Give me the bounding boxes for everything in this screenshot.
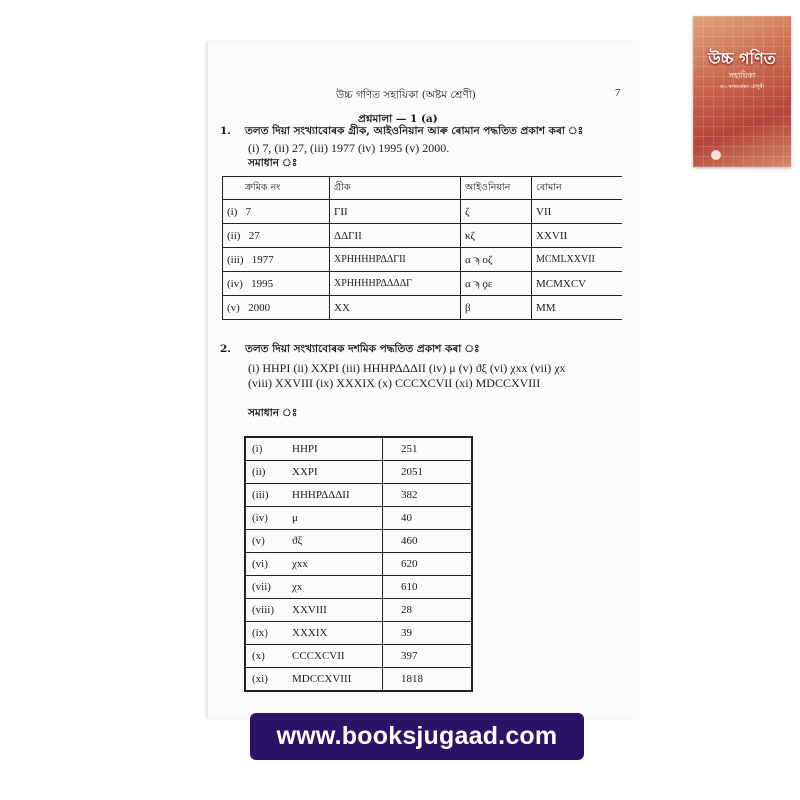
serial-cell	[223, 296, 330, 320]
cover-title: উচ্চ গণিত	[708, 49, 776, 68]
question-2-solution-label: সমাধান ঃ	[248, 407, 298, 419]
numeral-cell	[245, 553, 383, 576]
greek-ionian-roman-table	[222, 176, 622, 320]
table-row	[245, 599, 472, 622]
header-serial: ক্ৰমিক নং	[223, 177, 330, 200]
row-index: (ii)	[252, 466, 266, 478]
table-row	[245, 553, 472, 576]
decimal-cell: 251	[383, 437, 473, 461]
table-row	[245, 484, 472, 507]
numeral-value: HHHΡΔΔΔΙΙ	[292, 489, 350, 501]
book-running-title: উচ্চ গণিত সহায়িকা (অষ্টম শ্ৰেণী)	[336, 89, 476, 101]
numeral-value: HHΡΙ	[292, 443, 318, 455]
cover-subtitle: সহায়িকা	[728, 71, 756, 80]
cover-author: ড০ ৰাজমোহন চৌধুৰী	[720, 84, 764, 90]
serial-cell	[223, 224, 330, 248]
table-row	[223, 296, 623, 320]
table-row	[245, 645, 472, 668]
row-index: (iv)	[227, 277, 243, 290]
ionian-cell: κζ	[461, 224, 532, 248]
table-header-row	[223, 177, 623, 200]
row-index: (x)	[252, 650, 265, 662]
numeral-cell	[245, 484, 383, 507]
header-ionian: আইওনিয়ান	[461, 177, 532, 200]
greek-cell: ΔΔΓΙΙ	[330, 224, 461, 248]
row-number: 27	[248, 229, 260, 242]
ionian-cell: α ϡ ϙε	[461, 272, 532, 296]
table-row	[245, 461, 472, 484]
website-banner[interactable]: www.booksjugaad.com	[250, 713, 584, 760]
decimal-cell: 620	[383, 553, 473, 576]
numeral-value: μ	[292, 512, 298, 524]
header-roman: ৰোমান	[532, 177, 623, 200]
row-index: (v)	[252, 535, 265, 547]
question-1-solution-label: সমাধান ঃ	[248, 157, 298, 169]
ionian-cell: ζ	[461, 200, 532, 224]
question-1-number: 1.	[220, 125, 231, 137]
row-index: (vii)	[252, 581, 271, 593]
greek-cell: XX	[330, 296, 461, 320]
numeral-value: χx	[292, 581, 303, 593]
row-index: (iii)	[252, 489, 269, 501]
question-1-text: তলত দিয়া সংখ্যাবোৰক গ্ৰীক, আইওনিয়ান আৰু ৰোমান পদ্ধতিত প্ৰকাশ কৰা ঃ	[244, 125, 584, 137]
numeral-cell	[245, 530, 383, 553]
numeral-cell	[245, 507, 383, 530]
row-index: (viii)	[252, 604, 274, 616]
question-2	[220, 342, 480, 359]
publisher-logo-icon	[711, 150, 721, 160]
table-row	[245, 507, 472, 530]
question-2-items-line-1: (i) HHΡΙ (ii) XXΡΙ (iii) HHHΡΔΔΔΙΙ (iv) μ (v) ϑξ (vi) χxx (vii) χx	[248, 361, 566, 375]
exercise-title: প্ৰশ্নমালা — 1 (a)	[358, 113, 438, 125]
table-row	[245, 530, 472, 553]
decimal-cell: 2051	[383, 461, 473, 484]
numeral-value: XXΡΙ	[292, 466, 318, 478]
numeral-value: ϑξ	[292, 535, 303, 547]
numeral-cell	[245, 599, 383, 622]
question-2-number: 2.	[220, 343, 231, 355]
row-number: 7	[245, 205, 252, 218]
numeral-cell	[245, 622, 383, 645]
row-index: (iv)	[252, 512, 268, 524]
decimal-cell: 460	[383, 530, 473, 553]
table-row	[223, 248, 623, 272]
numeral-value: XXXIX	[292, 627, 328, 639]
question-1	[220, 124, 583, 141]
row-index: (i)	[227, 205, 238, 218]
page-number: 7	[615, 88, 621, 99]
decimal-conversion-table	[244, 436, 473, 692]
row-index: (iii)	[227, 253, 244, 266]
serial-cell	[223, 272, 330, 296]
ionian-cell: β	[461, 296, 532, 320]
row-number: 1977	[251, 253, 274, 266]
decimal-cell: 40	[383, 507, 473, 530]
numeral-cell	[245, 437, 383, 461]
decimal-cell: 610	[383, 576, 473, 599]
numeral-cell	[245, 668, 383, 692]
row-index: (xi)	[252, 673, 268, 685]
decimal-cell: 382	[383, 484, 473, 507]
roman-cell: XXVII	[532, 224, 623, 248]
table-row	[245, 668, 472, 692]
numeral-value: MDCCXVIII	[292, 673, 352, 685]
numeral-value: XXVIII	[292, 604, 327, 616]
roman-cell: VII	[532, 200, 623, 224]
greek-cell: ΓΙΙ	[330, 200, 461, 224]
question-2-text: তলত দিয়া সংখ্যাবোৰক দশমিক পদ্ধতিত প্ৰকাশ কৰা ঃ	[244, 343, 480, 355]
roman-cell: MM	[532, 296, 623, 320]
numeral-value: CCCXCVII	[292, 650, 345, 662]
header-greek: গ্ৰীক	[330, 177, 461, 200]
question-2-items-line-2: (viii) XXVIII (ix) XXXIX (x) CCCXCVII (xi) MDCCXVIII	[248, 376, 541, 390]
question-1-items: (i) 7, (ii) 27, (iii) 1977 (iv) 1995 (v) 2000.	[248, 141, 450, 155]
decimal-cell: 1818	[383, 668, 473, 692]
roman-cell: MCMXCV	[532, 272, 623, 296]
row-index: (ii)	[227, 229, 241, 242]
numeral-cell	[245, 645, 383, 668]
table-row	[223, 200, 623, 224]
row-index: (ix)	[252, 627, 268, 639]
decimal-cell: 39	[383, 622, 473, 645]
table-row	[245, 437, 472, 461]
roman-cell: MCMLXXVII	[532, 248, 623, 272]
table-row	[223, 224, 623, 248]
table-row	[245, 576, 472, 599]
ionian-cell: α ϡ οζ	[461, 248, 532, 272]
numeral-cell	[245, 576, 383, 599]
table-row	[223, 272, 623, 296]
row-index: (vi)	[252, 558, 268, 570]
book-cover-thumbnail	[693, 16, 791, 167]
row-index: (v)	[227, 301, 240, 314]
row-number: 1995	[251, 277, 274, 290]
decimal-cell: 397	[383, 645, 473, 668]
greek-cell: XΡHHHHΡΔΔΓΙΙ	[330, 248, 461, 272]
serial-cell	[223, 200, 330, 224]
greek-cell: XΡHHHHΡΔΔΔΔΓ	[330, 272, 461, 296]
table-row	[245, 622, 472, 645]
numeral-cell	[245, 461, 383, 484]
row-index: (i)	[252, 443, 263, 455]
serial-cell	[223, 248, 330, 272]
numeral-value: χxx	[292, 558, 308, 570]
decimal-cell: 28	[383, 599, 473, 622]
row-number: 2000	[248, 301, 271, 314]
